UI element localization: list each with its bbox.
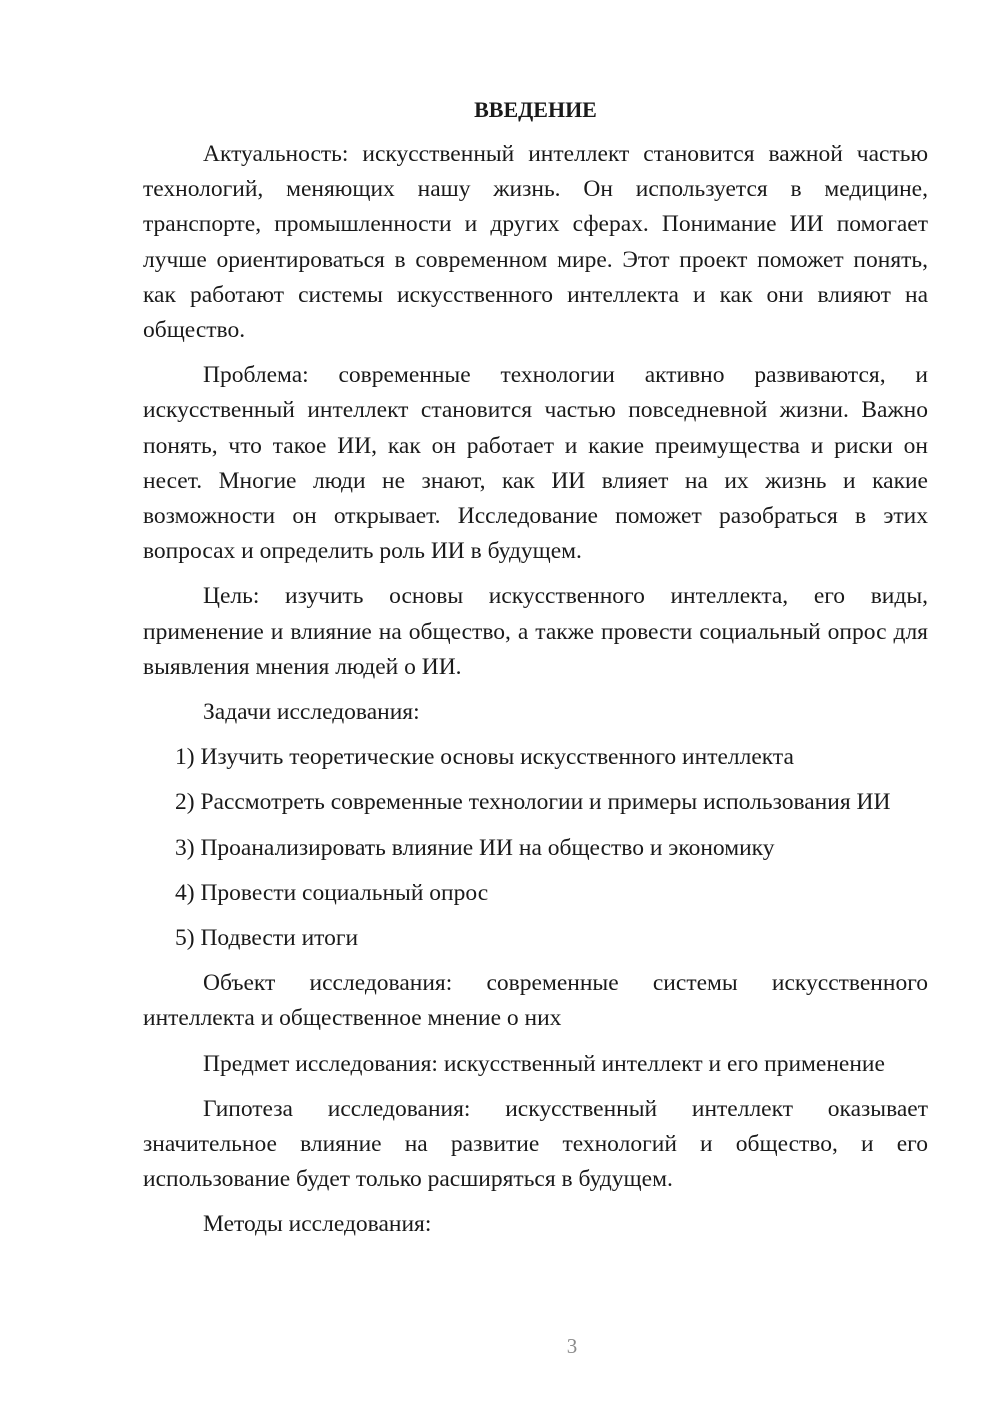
paragraph-tasks-title: Задачи исследования: xyxy=(203,699,420,726)
page-number-container xyxy=(72,1334,1000,1359)
page-number: 3 xyxy=(566,1334,578,1358)
task-item-4: 4) Провести социальный опрос xyxy=(175,879,489,906)
paragraph-hypothesis: Гипотеза исследования: искусственный интеллект оказывает значительное влияние на развитие технологий и общество, и его использование будет только расширяться в будущем. xyxy=(143,1095,928,1193)
page-content xyxy=(143,95,928,1253)
task-item-1: 1) Изучить теоретические основы искусственного интеллекта xyxy=(175,744,794,771)
task-item-5: 5) Подвести итоги xyxy=(175,925,359,952)
paragraph-relevance: Актуальность: искусственный интеллект становится важной частью технологий, меняющих нашу жизнь. Он используется в медицине, транспорте, промышленности и других сферах. Понимание ИИ помогает лучше ориентироваться в современном мире. Этот проект поможет понять, как работают системы искусственного интеллекта и как они влияют на общество. xyxy=(143,141,928,344)
task-item-2: 2) Рассмотреть современные технологии и примеры использования ИИ xyxy=(175,789,891,816)
paragraph-problem: Проблема: современные технологии активно развиваются, и искусственный интеллект становится частью повседневной жизни. Важно понять, что такое ИИ, как он работает и какие преимущества и риски он несет. Многие люди не знают, как ИИ влияет на их жизнь и какие возможности он открывает. Исследование поможет разобраться в этих вопросах и определить роль ИИ в будущем. xyxy=(143,362,928,565)
paragraph-object: Объект исследования: современные системы искусственного интеллекта и общественное мнение о них xyxy=(143,970,928,1032)
task-item-3: 3) Проанализировать влияние ИИ на общество и экономику xyxy=(175,834,775,861)
paragraph-goal: Цель: изучить основы искусственного интеллекта, его виды, применение и влияние на общество, а также провести социальный опрос для выявления мнения людей о ИИ. xyxy=(143,583,928,680)
paragraph-subject: Предмет исследования: искусственный интеллект и его применение xyxy=(203,1050,885,1077)
section-heading: ВВЕДЕНИЕ xyxy=(474,97,597,122)
paragraph-methods: Методы исследования: xyxy=(203,1211,432,1238)
